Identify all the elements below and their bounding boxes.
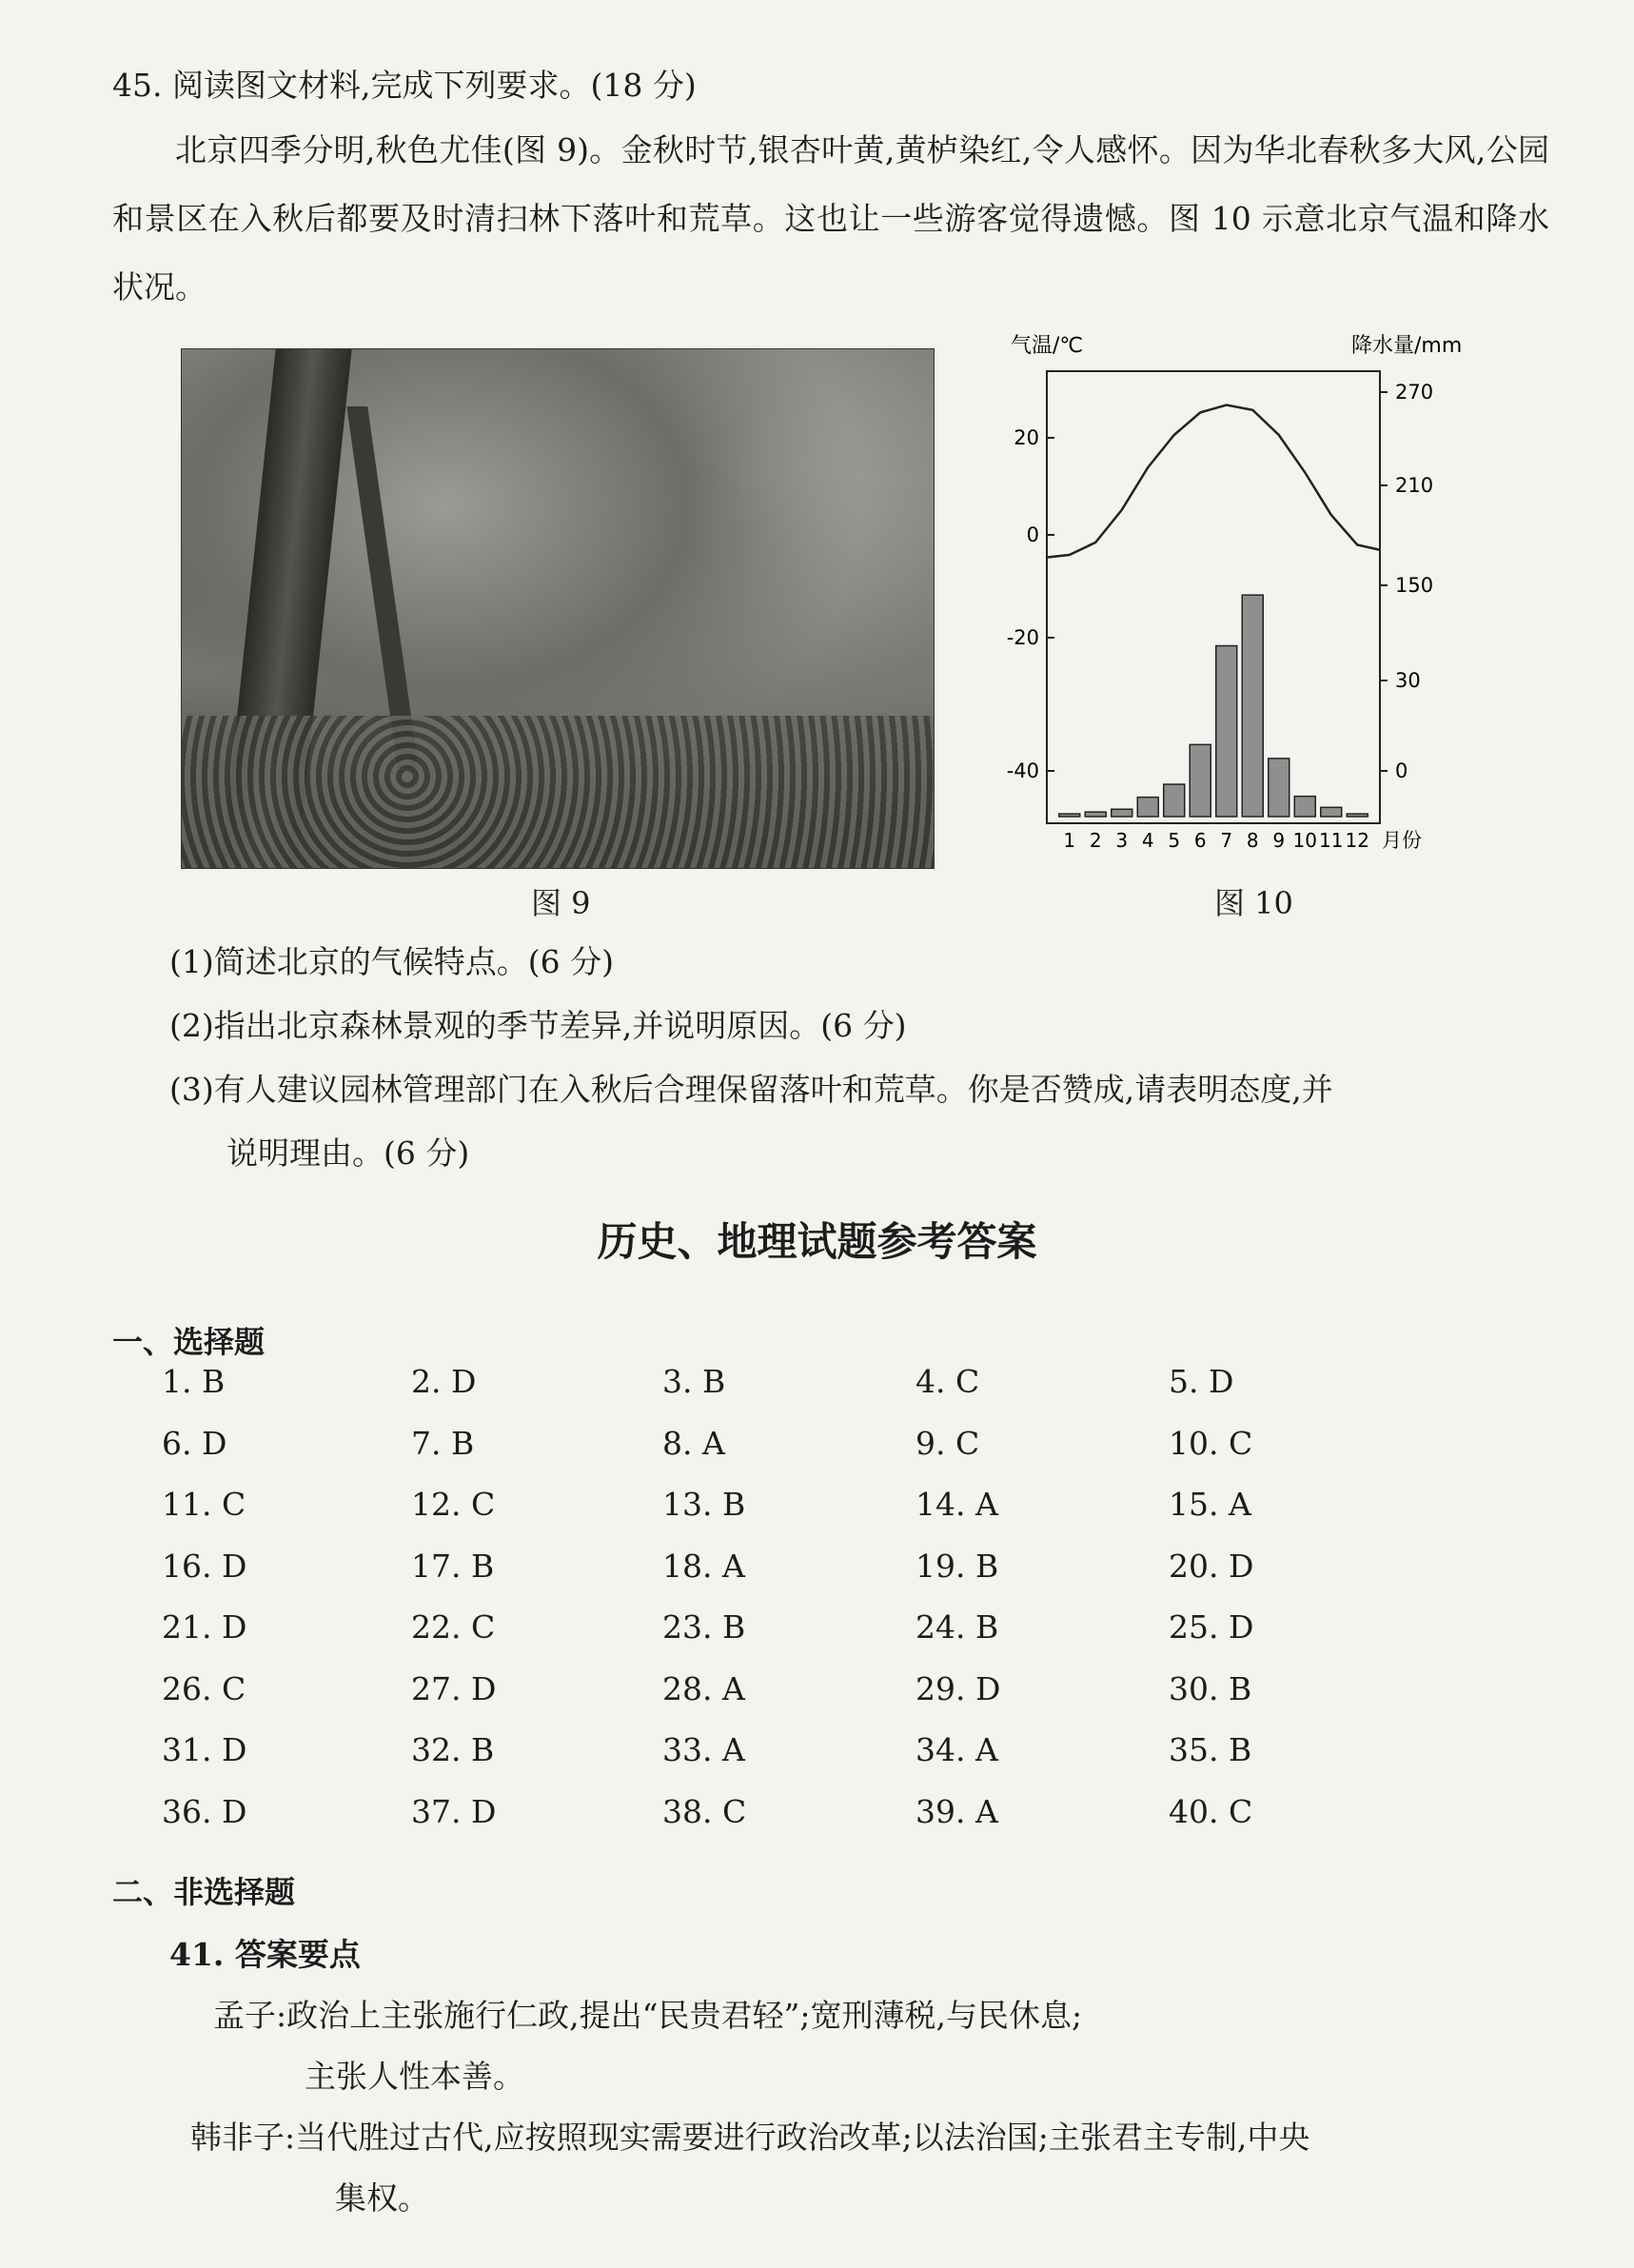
choice-answer: 24. B bbox=[915, 1608, 999, 1646]
plot-frame bbox=[1047, 371, 1380, 823]
choice-answer: 2. D bbox=[411, 1363, 477, 1400]
precipitation-bar bbox=[1347, 814, 1368, 817]
precipitation-bar bbox=[1085, 812, 1106, 817]
month-tick-label: 2 bbox=[1089, 829, 1102, 852]
precipitation-bar bbox=[1216, 646, 1237, 817]
choice-answer: 22. C bbox=[411, 1608, 496, 1646]
choice-answer: 25. D bbox=[1169, 1608, 1254, 1646]
question-paragraph: 北京四季分明,秋色尤佳(图 9)。金秋时节,银杏叶黄,黄栌染红,令人感怀。因为华北春秋多大风,公园和景区在入秋后都要及时清扫林下落叶和荒草。这也让一些游客觉得遗憾。图 10 示意北京气温和降水状况。 bbox=[112, 131, 1549, 306]
month-unit-label: 月份 bbox=[1382, 829, 1422, 852]
choice-answer: 18. A bbox=[662, 1547, 745, 1585]
choice-answer: 8. A bbox=[662, 1424, 725, 1462]
temperature-curve bbox=[1047, 405, 1380, 558]
month-tick-label: 3 bbox=[1115, 829, 1129, 852]
figure-9-photo bbox=[181, 348, 935, 869]
section-choice-title: 一、选择题 bbox=[112, 1324, 266, 1360]
choice-answer: 29. D bbox=[915, 1669, 1001, 1707]
question-heading: 45. 阅读图文材料,完成下列要求。(18 分) bbox=[112, 67, 697, 104]
temperature-tick-label: 20 bbox=[1014, 426, 1039, 449]
sub-question-1: (1)简述北京的气候特点。(6 分) bbox=[169, 943, 614, 980]
choice-answer: 37. D bbox=[411, 1792, 497, 1830]
hanfei-answer-line2: 集权。 bbox=[335, 2179, 429, 2217]
precipitation-bar bbox=[1242, 595, 1263, 817]
choice-answer: 28. A bbox=[662, 1669, 745, 1707]
choice-answer: 23. B bbox=[662, 1608, 746, 1646]
choice-answer: 6. D bbox=[162, 1424, 227, 1462]
month-tick-label: 5 bbox=[1168, 829, 1181, 852]
choice-answer: 12. C bbox=[411, 1486, 496, 1523]
month-tick-label: 10 bbox=[1292, 829, 1317, 852]
precipitation-bar bbox=[1294, 797, 1315, 817]
choice-answer: 26. C bbox=[162, 1669, 246, 1707]
choice-answer: 13. B bbox=[662, 1486, 746, 1523]
choice-answer: 15. A bbox=[1169, 1486, 1251, 1523]
precipitation-bar bbox=[1112, 809, 1132, 817]
choice-answer: 34. A bbox=[915, 1731, 998, 1768]
choice-answer: 4. C bbox=[915, 1363, 980, 1400]
choice-answer: 40. C bbox=[1169, 1792, 1253, 1830]
choice-answer: 7. B bbox=[411, 1424, 475, 1462]
precipitation-bar bbox=[1321, 807, 1342, 817]
precipitation-tick-label: 30 bbox=[1395, 669, 1421, 692]
choice-answer: 19. B bbox=[915, 1547, 999, 1585]
choice-answer: 21. D bbox=[162, 1608, 247, 1646]
month-tick-label: 8 bbox=[1246, 829, 1259, 852]
choice-answer: 30. B bbox=[1169, 1669, 1252, 1707]
figure-10-climate-chart bbox=[990, 324, 1466, 885]
month-tick-label: 6 bbox=[1193, 829, 1207, 852]
temperature-tick-label: -20 bbox=[1006, 626, 1039, 649]
figure-10-caption: 图 10 bbox=[1214, 885, 1293, 921]
choice-answer: 11. C bbox=[162, 1486, 246, 1523]
q41-heading: 41. 答案要点 bbox=[169, 1936, 361, 1973]
precipitation-tick-label: 270 bbox=[1395, 381, 1434, 404]
choice-answer: 9. C bbox=[915, 1424, 980, 1462]
month-tick-label: 11 bbox=[1319, 829, 1344, 852]
choice-answer: 1. B bbox=[162, 1363, 226, 1400]
precipitation-bar bbox=[1137, 798, 1158, 817]
choice-answer: 36. D bbox=[162, 1792, 247, 1830]
figure-9-caption: 图 9 bbox=[531, 885, 591, 921]
choice-answer: 33. A bbox=[662, 1731, 745, 1768]
temperature-tick-label: 0 bbox=[1026, 523, 1039, 546]
choice-answer: 32. B bbox=[411, 1731, 495, 1768]
choice-answer: 3. B bbox=[662, 1363, 726, 1400]
precipitation-tick-label: 210 bbox=[1395, 474, 1434, 497]
month-tick-label: 7 bbox=[1220, 829, 1233, 852]
precipitation-bar bbox=[1190, 744, 1211, 817]
leaf-covered-ground bbox=[182, 716, 934, 868]
sub-question-3-continued: 说明理由。(6 分) bbox=[226, 1134, 470, 1172]
choice-answer: 31. D bbox=[162, 1731, 247, 1768]
month-tick-label: 1 bbox=[1063, 829, 1076, 852]
section-nonchoice-title: 二、非选择题 bbox=[112, 1874, 296, 1910]
month-tick-label: 4 bbox=[1141, 829, 1154, 852]
choice-answer: 39. A bbox=[915, 1792, 998, 1830]
choice-answer: 27. D bbox=[411, 1669, 497, 1707]
choice-answer: 16. D bbox=[162, 1547, 247, 1585]
precipitation-bar bbox=[1164, 784, 1185, 817]
temperature-tick-label: -40 bbox=[1006, 759, 1039, 782]
precipitation-bar bbox=[1269, 759, 1289, 817]
precipitation-tick-label: 0 bbox=[1395, 759, 1408, 782]
sub-question-2: (2)指出北京森林景观的季节差异,并说明原因。(6 分) bbox=[169, 1007, 907, 1044]
choice-answer: 17. B bbox=[411, 1547, 495, 1585]
choice-answer: 14. A bbox=[915, 1486, 998, 1523]
precipitation-tick-label: 150 bbox=[1395, 574, 1434, 597]
precipitation-bar bbox=[1059, 814, 1080, 817]
choice-answer: 20. D bbox=[1169, 1547, 1254, 1585]
month-tick-label: 9 bbox=[1272, 829, 1286, 852]
choice-answer: 10. C bbox=[1169, 1424, 1253, 1462]
temperature-axis-label: 气温/℃ bbox=[1011, 334, 1084, 358]
month-tick-label: 12 bbox=[1345, 829, 1369, 852]
mengzi-answer-line2: 主张人性本善。 bbox=[305, 2058, 524, 2095]
choice-answer: 35. B bbox=[1169, 1731, 1252, 1768]
choice-answer: 5. D bbox=[1169, 1363, 1234, 1400]
answer-key-title: 历史、地理试题参考答案 bbox=[597, 1218, 1037, 1265]
precipitation-axis-label: 降水量/mm bbox=[1351, 334, 1463, 358]
tree-trunk bbox=[346, 406, 418, 768]
choice-answer: 38. C bbox=[662, 1792, 747, 1830]
mengzi-answer-line1: 孟子:政治上主张施行仁政,提出“民贵君轻”;宽刑薄税,与民休息; bbox=[213, 1997, 1083, 2034]
sub-question-3: (3)有人建议园林管理部门在入秋后合理保留落叶和荒草。你是否赞成,请表明态度,并 bbox=[169, 1071, 1333, 1108]
hanfei-answer-line1: 韩非子:当代胜过古代,应按照现实需要进行政治改革;以法治国;主张君主专制,中央 bbox=[190, 2119, 1310, 2156]
